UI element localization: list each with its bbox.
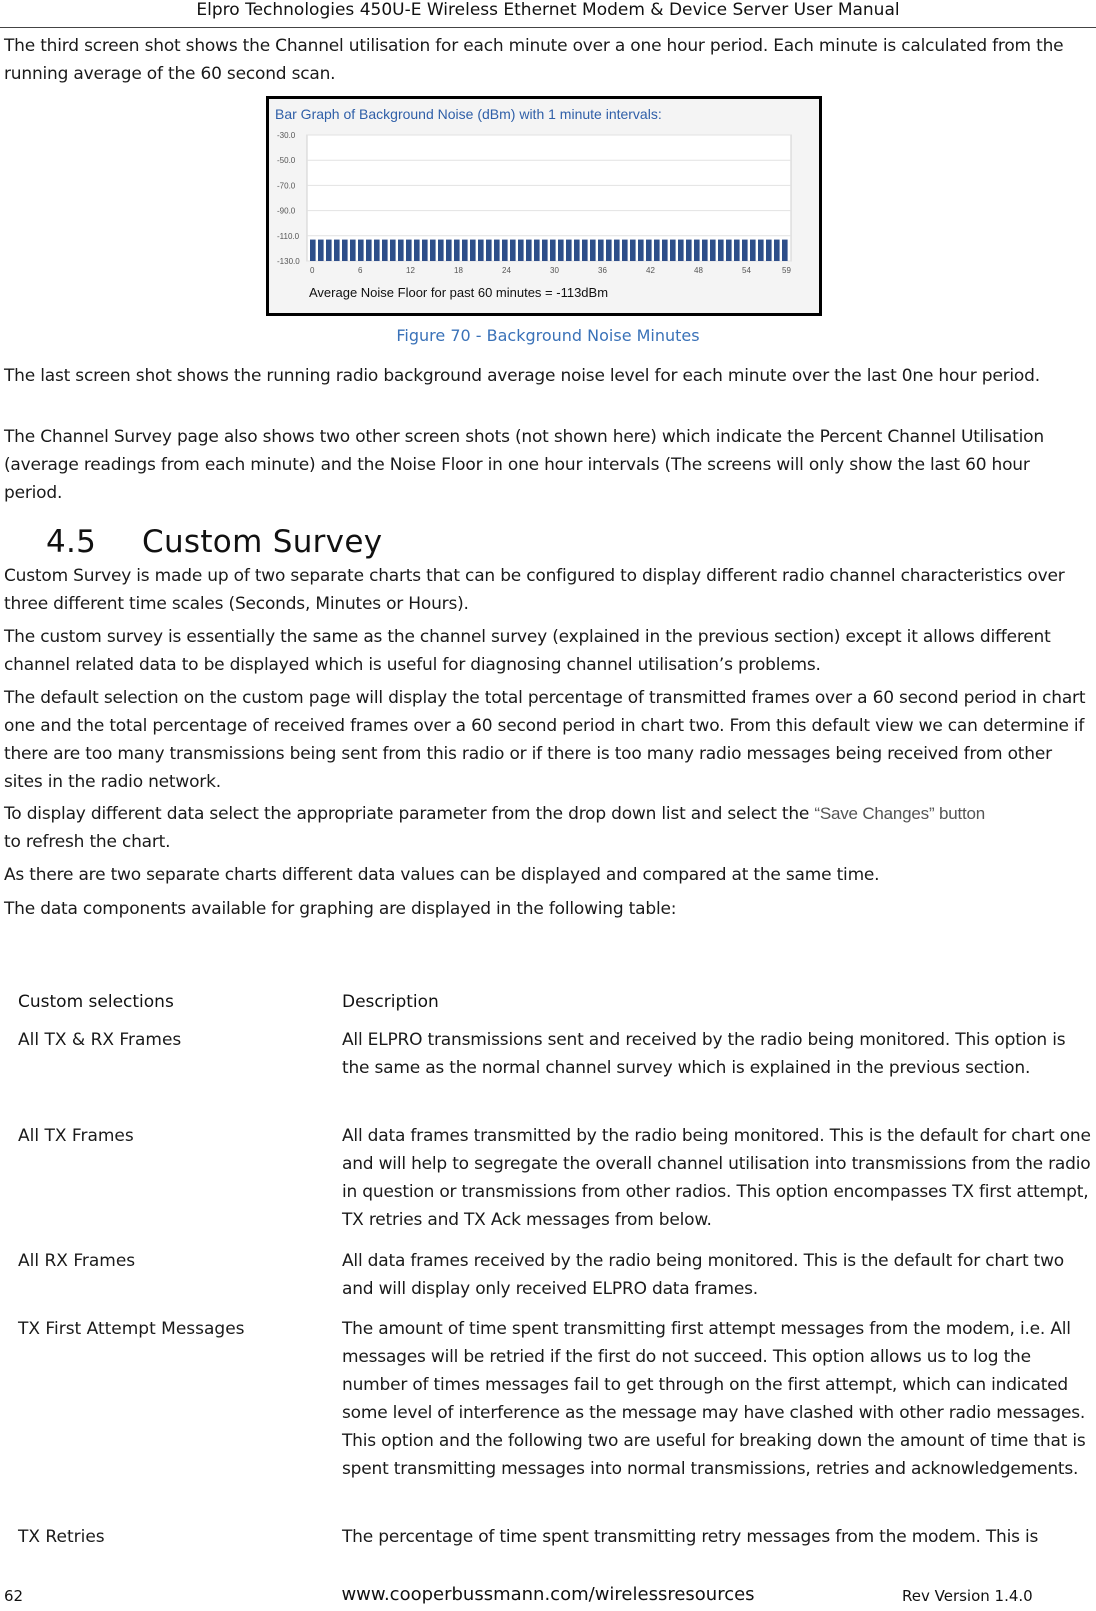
noise-bar	[398, 240, 404, 261]
y-tick-label: -30.0	[277, 131, 296, 140]
noise-bar	[566, 240, 572, 261]
section-number: 4.5	[46, 524, 97, 560]
paragraph-noise-level: The last screen shot shows the running radio background average noise level for each minute over the last 0ne hour period.	[4, 366, 1040, 386]
x-tick-label: 18	[454, 266, 463, 275]
x-tick-label: 59	[782, 266, 791, 275]
noise-bar	[630, 240, 636, 261]
page-number: 62	[4, 1587, 24, 1605]
noise-bar	[502, 240, 508, 261]
table-row-selection: All TX Frames	[18, 1126, 134, 1146]
table-row-description: All data frames transmitted by the radio being monitored. This is the default for chart one and will help to segregate the overall channel utilisation into transmissions from the radio in question or transmissions from other radios. This option encompasses TX first attempt, TX retries and TX Ack messages from below.	[342, 1126, 1091, 1230]
table-row-description: The amount of time spent transmitting first attempt messages from the modem, i.e. All messages will be retried if the first do not succeed. This option allows us to log the number of times messages fail to get through on the first attempt, which can indicated some level of interference as the message may have clashed with other radio messages. This option and the following two are useful for breaking down the amount of time that is spent transmitting messages into normal transmissions, retries and acknowledgements.	[342, 1319, 1086, 1479]
noise-bar	[782, 240, 788, 261]
noise-bar	[702, 240, 708, 261]
noise-bar	[646, 240, 652, 261]
x-tick-label: 12	[406, 266, 415, 275]
x-tick-label: 48	[694, 266, 703, 275]
y-tick-label: -90.0	[277, 206, 296, 216]
noise-bar	[454, 240, 460, 261]
table-header-description: Description	[342, 992, 439, 1012]
noise-bar	[542, 240, 548, 261]
page-header	[0, 0, 1096, 28]
noise-bar	[622, 240, 628, 261]
x-tick-label: 0	[310, 266, 315, 275]
table-row-selection: TX First Attempt Messages	[18, 1319, 245, 1339]
noise-bar	[390, 240, 396, 261]
noise-bar	[742, 240, 748, 261]
noise-bar	[342, 240, 348, 261]
table-header-selections: Custom selections	[18, 992, 174, 1012]
refresh-text: To display different data select the appropriate parameter from the drop down list and select the	[4, 804, 815, 824]
paragraph-default-selection: The default selection on the custom page will display the total percentage of transmitted frames over a 60 second period in chart one and the total percentage of received frames over a 60 second period in chart two. From this default view we can determine if there are too many transmissions being sent from this radio or if there is too many radio messages being received from other sites in the radio network.	[4, 688, 1086, 792]
noise-bar	[590, 240, 596, 261]
noise-bar	[486, 240, 492, 261]
x-tick-label: 6	[358, 266, 363, 275]
chart-title: Bar Graph of Background Noise (dBm) with 1 minute intervals:	[275, 106, 662, 122]
paragraph-table-intro: The data components available for graphing are displayed in the following table:	[4, 899, 677, 919]
save-changes-quote: “Save Changes” button	[814, 804, 986, 823]
table-row-selection: TX Retries	[18, 1527, 105, 1547]
revision-label: Rev Version 1.4.0	[902, 1587, 1033, 1605]
section-title: Custom Survey	[142, 524, 383, 560]
noise-bar	[422, 240, 428, 261]
x-tick-label: 54	[742, 266, 751, 275]
noise-bar	[334, 240, 340, 261]
noise-bar	[310, 240, 316, 261]
noise-bar	[406, 240, 412, 261]
noise-bar-chart	[269, 99, 819, 313]
noise-bar	[718, 240, 724, 261]
noise-bar	[550, 240, 556, 261]
noise-bar	[446, 240, 452, 261]
noise-bar	[374, 240, 380, 261]
noise-bar	[366, 240, 372, 261]
noise-bar	[462, 240, 468, 261]
noise-bar	[526, 240, 532, 261]
plot-area	[277, 131, 791, 275]
paragraph-essentially-same: The custom survey is essentially the same as the channel survey (explained in the previous section) except it allows different channel related data to be displayed which is useful for diagnosing channel utilisation’s problems.	[4, 627, 1051, 675]
table-row-description: The percentage of time spent transmitting retry messages from the modem. This is	[342, 1527, 1039, 1547]
paragraph-channel-survey: The Channel Survey page also shows two other screen shots (not shown here) which indicate the Percent Channel Utilisation (average readings from each minute) and the Noise Floor in one hour intervals (The screens will only show the last 60 hour period.	[4, 427, 1044, 503]
x-tick-label: 36	[598, 266, 607, 275]
refresh-text-end: to refresh the chart.	[4, 832, 171, 852]
noise-bar	[726, 240, 732, 261]
noise-bar	[670, 240, 676, 261]
intro-paragraph: The third screen shot shows the Channel utilisation for each minute over a one hour period. Each minute is calculated from the running average of the 60 second scan.	[4, 36, 1064, 84]
table-row-description: All ELPRO transmissions sent and received by the radio being monitored. This option is the same as the normal channel survey which is explained in the previous section.	[342, 1030, 1066, 1078]
section-heading	[46, 524, 382, 560]
noise-bar	[598, 240, 604, 261]
noise-bar	[750, 240, 756, 261]
chart-footer: Average Noise Floor for past 60 minutes = -113dBm	[309, 285, 609, 300]
noise-bar	[318, 240, 324, 261]
noise-bar	[606, 240, 612, 261]
noise-bar	[414, 240, 420, 261]
noise-bar	[734, 240, 740, 261]
table-row-selection: All RX Frames	[18, 1251, 136, 1271]
noise-bar	[654, 240, 660, 261]
noise-bar	[558, 240, 564, 261]
noise-bar	[358, 240, 364, 261]
x-tick-label: 30	[550, 266, 559, 275]
paragraph-custom-survey: Custom Survey is made up of two separate charts that can be configured to display different radio channel characteristics over three different time scales (Seconds, Minutes or Hours).	[4, 566, 1065, 614]
x-tick-label: 24	[502, 266, 511, 275]
noise-bar	[678, 240, 684, 261]
noise-bar	[686, 240, 692, 261]
noise-bar	[510, 240, 516, 261]
noise-bar	[438, 240, 444, 261]
noise-bar	[710, 240, 716, 261]
noise-bar	[326, 240, 332, 261]
noise-bar	[694, 240, 700, 261]
y-tick-label: -110.0	[277, 231, 300, 241]
paragraph-refresh	[4, 800, 1092, 856]
noise-bar	[774, 240, 780, 261]
noise-bar	[382, 240, 388, 261]
noise-bar	[518, 240, 524, 261]
paragraph-two-charts: As there are two separate charts different data values can be displayed and compared at the same time.	[4, 865, 880, 885]
table-row-description: All data frames received by the radio being monitored. This is the default for chart two and will display only received ELPRO data frames.	[342, 1251, 1064, 1299]
noise-bar	[662, 240, 668, 261]
y-tick-label: -50.0	[277, 156, 296, 166]
manual-title: Elpro Technologies 450U-E Wireless Ethernet Modem & Device Server User Manual	[196, 0, 900, 20]
noise-chart-screenshot	[266, 96, 822, 316]
noise-bar	[766, 240, 772, 261]
y-tick-label: -130.0	[277, 257, 300, 266]
noise-bar	[534, 240, 540, 261]
x-tick-label: 42	[646, 266, 655, 275]
figure-caption: Figure 70 - Background Noise Minutes	[396, 326, 700, 345]
footer-url-text[interactable]: www.cooperbussmann.com/wirelessresources	[341, 1584, 755, 1605]
noise-bar	[614, 240, 620, 261]
noise-bar	[470, 240, 476, 261]
noise-bar	[430, 240, 436, 261]
noise-bar	[478, 240, 484, 261]
noise-bar	[574, 240, 580, 261]
noise-bar	[582, 240, 588, 261]
noise-bar	[758, 240, 764, 261]
y-tick-label: -70.0	[277, 181, 296, 191]
noise-bar	[638, 240, 644, 261]
noise-bar	[350, 240, 356, 261]
table-row-selection: All TX & RX Frames	[18, 1030, 182, 1050]
noise-bar	[494, 240, 500, 261]
